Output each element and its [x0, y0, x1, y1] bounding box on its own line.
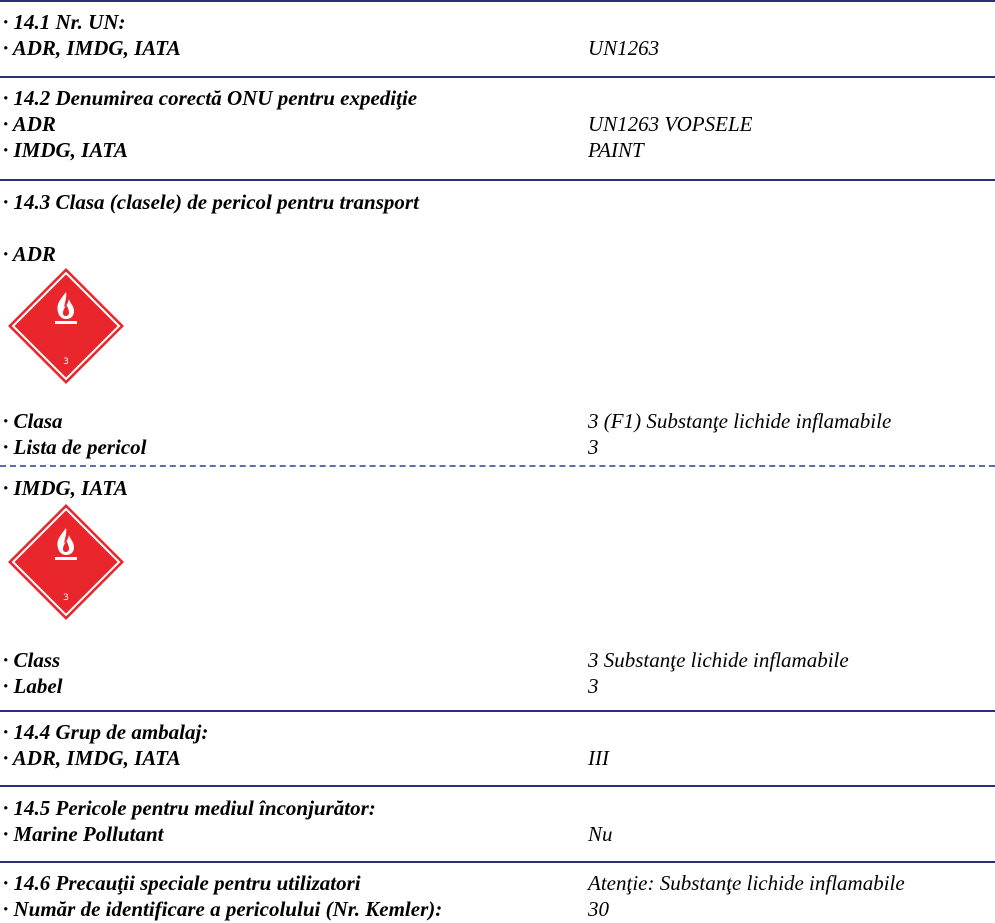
svg-text:3: 3: [63, 593, 69, 603]
adr-shipping-name-value: UN1263 VOPSELE: [588, 112, 753, 136]
imdg-shipping-name-label: · IMDG, IATA: [3, 138, 128, 162]
imdg-class-value: 3 Substanţe lichide inflamabile: [588, 648, 849, 672]
un-number-value: UN1263: [588, 36, 660, 60]
adr-shipping-name-label: · ADR: [3, 112, 56, 136]
kemler-number-label: · Număr de identificare a pericolului (Nr. Kemler):: [3, 897, 443, 921]
imdg-subheading: · IMDG, IATA: [3, 476, 128, 500]
section-14-2-heading: · 14.2 Denumirea corectă ONU pentru expediţie: [3, 86, 418, 110]
adr-danger-list-label: · Lista de pericol: [3, 435, 147, 459]
section-divider: [0, 785, 995, 787]
section-divider: [0, 0, 995, 2]
imdg-shipping-name-value: PAINT: [588, 138, 644, 162]
section-14-6-heading: · 14.6 Precauţii speciale pentru utilizatori: [3, 871, 361, 895]
section-14-4-heading: · 14.4 Grup de ambalaj:: [3, 720, 209, 744]
section-divider: [0, 710, 995, 712]
packing-group-label: · ADR, IMDG, IATA: [3, 746, 181, 770]
kemler-number-value: 30: [588, 897, 609, 921]
packing-group-value: III: [588, 746, 609, 770]
adr-subheading: · ADR: [3, 242, 56, 266]
section-divider: [0, 861, 995, 863]
adr-danger-list-value: 3: [588, 435, 599, 459]
adr-class-value: 3 (F1) Substanţe lichide inflamabile: [588, 409, 892, 433]
flammable-liquid-placard-icon: [6, 266, 126, 386]
section-divider: [0, 76, 995, 78]
adr-class-label: · Clasa: [3, 409, 63, 433]
svg-text:3: 3: [63, 357, 69, 367]
un-number-label: · ADR, IMDG, IATA: [3, 36, 181, 60]
imdg-label-label: · Label: [3, 674, 63, 698]
flammable-liquid-placard-icon: [6, 502, 126, 622]
imdg-label-value: 3: [588, 674, 599, 698]
marine-pollutant-label: · Marine Pollutant: [3, 822, 164, 846]
marine-pollutant-value: Nu: [588, 822, 613, 846]
section-14-1-heading: · 14.1 Nr. UN:: [3, 10, 126, 34]
section-14-3-heading: · 14.3 Clasa (clasele) de pericol pentru transport: [3, 190, 419, 214]
section-14-5-heading: · 14.5 Pericole pentru mediul înconjurător:: [3, 796, 376, 820]
section-divider: [0, 179, 995, 181]
imdg-class-label: · Class: [3, 648, 61, 672]
subsection-divider: [0, 465, 995, 467]
special-precautions-value: Atenţie: Substanţe lichide inflamabile: [588, 871, 905, 895]
